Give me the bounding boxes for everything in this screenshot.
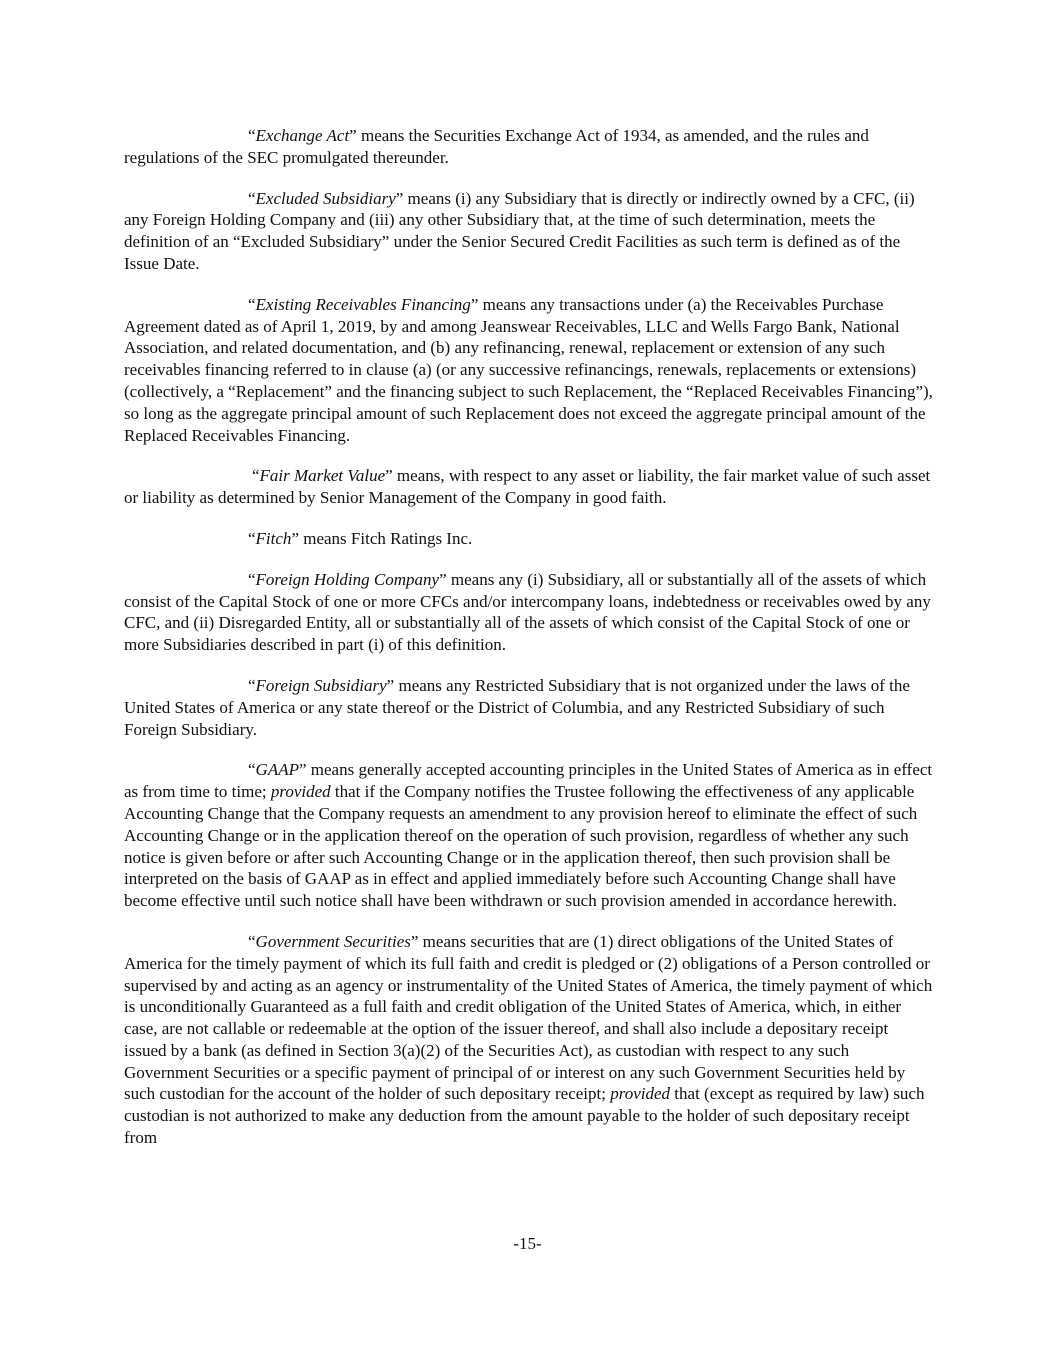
defined-term: Existing Receivables Financing: [255, 294, 471, 314]
defined-term: Exchange Act: [255, 126, 350, 145]
open-quote: “: [248, 569, 256, 589]
open-quote: “: [248, 931, 256, 951]
definition-fitch: [124, 528, 934, 550]
definition-government-securities: [124, 931, 934, 1149]
open-quote: “: [248, 760, 256, 780]
open-quote: “: [248, 188, 256, 208]
defined-term: Foreign Subsidiary: [255, 675, 387, 695]
definition-text: ” means securities that are (1) direct obligations of the United States of America for the timely payment of which its full faith and credit is pledged or (2) obligations of a Person controlled or supervised by and acting as an agency or instrumentality of the United States of America, the timely payment of which is unconditionally Guaranteed as a full faith and credit obligation of the United States of America, which, in either case, are not callable or redeemable at the option of the issuer thereof, and shall also include a depositary receipt issued by a bank (as defined in Section 3(a)(2) of the Securities Act), as custodian with respect to any such Government Securities or a specific payment of principal of or interest on any such Government Securities held by such custodian for the account of the holder of such depositary receipt;: [124, 931, 933, 1104]
document-page: [124, 125, 934, 1168]
definition-existing-receivables-financing: [124, 294, 934, 447]
defined-term: Excluded Subsidiary: [255, 188, 396, 208]
provided-term: provided: [610, 1084, 671, 1104]
open-quote: “: [252, 466, 260, 486]
open-quote: “: [248, 675, 256, 695]
definition-text: ” means, with respect to any asset or liability, the fair market value of such asset or liability as determined by Senior Management of the Company in good faith.: [124, 466, 931, 508]
open-quote: “: [248, 126, 256, 145]
defined-term: Fair Market Value: [259, 466, 386, 486]
definition-gaap: [124, 759, 934, 912]
definition-text: ” means Fitch Ratings Inc.: [291, 528, 473, 548]
definition-text: ” means (i) any Subsidiary that is directly or indirectly owned by a CFC, (ii) any Foreign Holding Company and (iii) any other Subsidiary that, at the time of such determination, meets the definition of an “Excluded Subsidiary” under the Senior Secured Credit Facilities as such term is defined as of the Issue Date.: [124, 188, 915, 273]
provided-term: provided: [270, 782, 331, 802]
definition-text: ” means generally accepted accounting principles in the United States of America as in effect as from time to time;: [124, 760, 933, 802]
definition-foreign-subsidiary: [124, 675, 934, 740]
open-quote: “: [248, 528, 256, 548]
definition-text: ” means any (i) Subsidiary, all or substantially all of the assets of which consist of the Capital Stock of one or more CFCs and/or intercompany loans, indebtedness or receivables owed by any CFC, and (ii) Disregarded Entity, all or substantially all of the assets of which consist of the Capital Stock of one or more Subsidiaries described in part (i) of this definition.: [124, 569, 931, 655]
defined-term: GAAP: [255, 760, 299, 780]
definition-text-continued: that if the Company notifies the Trustee following the effectiveness of any applicable Accounting Change that the Company requests an amendment to any provision hereof to eliminate the effect of such Accounting Change or in the application thereof on the operation of such provision, regardless of whether any such notice is given before or after such Accounting Change or in the application thereof, then such provision shall be interpreted on the basis of GAAP as in effect and applied immediately before such Accounting Change shall have become effective until such notice shall have been withdrawn or such provision amended in accordance herewith.: [124, 782, 918, 911]
definition-exchange-act: [124, 125, 934, 169]
definition-fair-market-value: [124, 465, 934, 509]
definition-excluded-subsidiary: [124, 188, 934, 275]
open-quote: “: [248, 294, 256, 314]
definition-text: ” means the Securities Exchange Act of 1934, as amended, and the rules and regulations of the SEC promulgated thereunder.: [124, 126, 869, 167]
page-number: -15-: [513, 1234, 542, 1253]
definition-text: ” means any transactions under (a) the Receivables Purchase Agreement dated as of April 1, 2019, by and among Jeanswear Receivables, LLC and Wells Fargo Bank, National Association, and related documentation, and (b) any refinancing, renewal, replacement or extension of any such receivables financing referred to in clause (a) (or any successive refinancings, renewals, replacements or extensions) (collectively, a “Replacement” and the financing subject to such Replacement, the “Replaced Receivables Financing”), so long as the aggregate principal amount of such Replacement does not exceed the aggregate principal amount of the Replaced Receivables Financing.: [124, 294, 933, 445]
definition-text-continued: that (except as required by law) such custodian is not authorized to make any deduction from the amount payable to the holder of such depositary receipt from: [124, 1084, 925, 1148]
definition-text: ” means any Restricted Subsidiary that is not organized under the laws of the United States of America or any state thereof or the District of Columbia, and any Restricted Subsidiary of such Foreign Subsidiary.: [124, 675, 910, 739]
defined-term: Government Securities: [255, 931, 411, 951]
defined-term: Fitch: [255, 528, 292, 548]
defined-term: Foreign Holding Company: [255, 569, 440, 589]
definition-foreign-holding-company: [124, 569, 934, 656]
